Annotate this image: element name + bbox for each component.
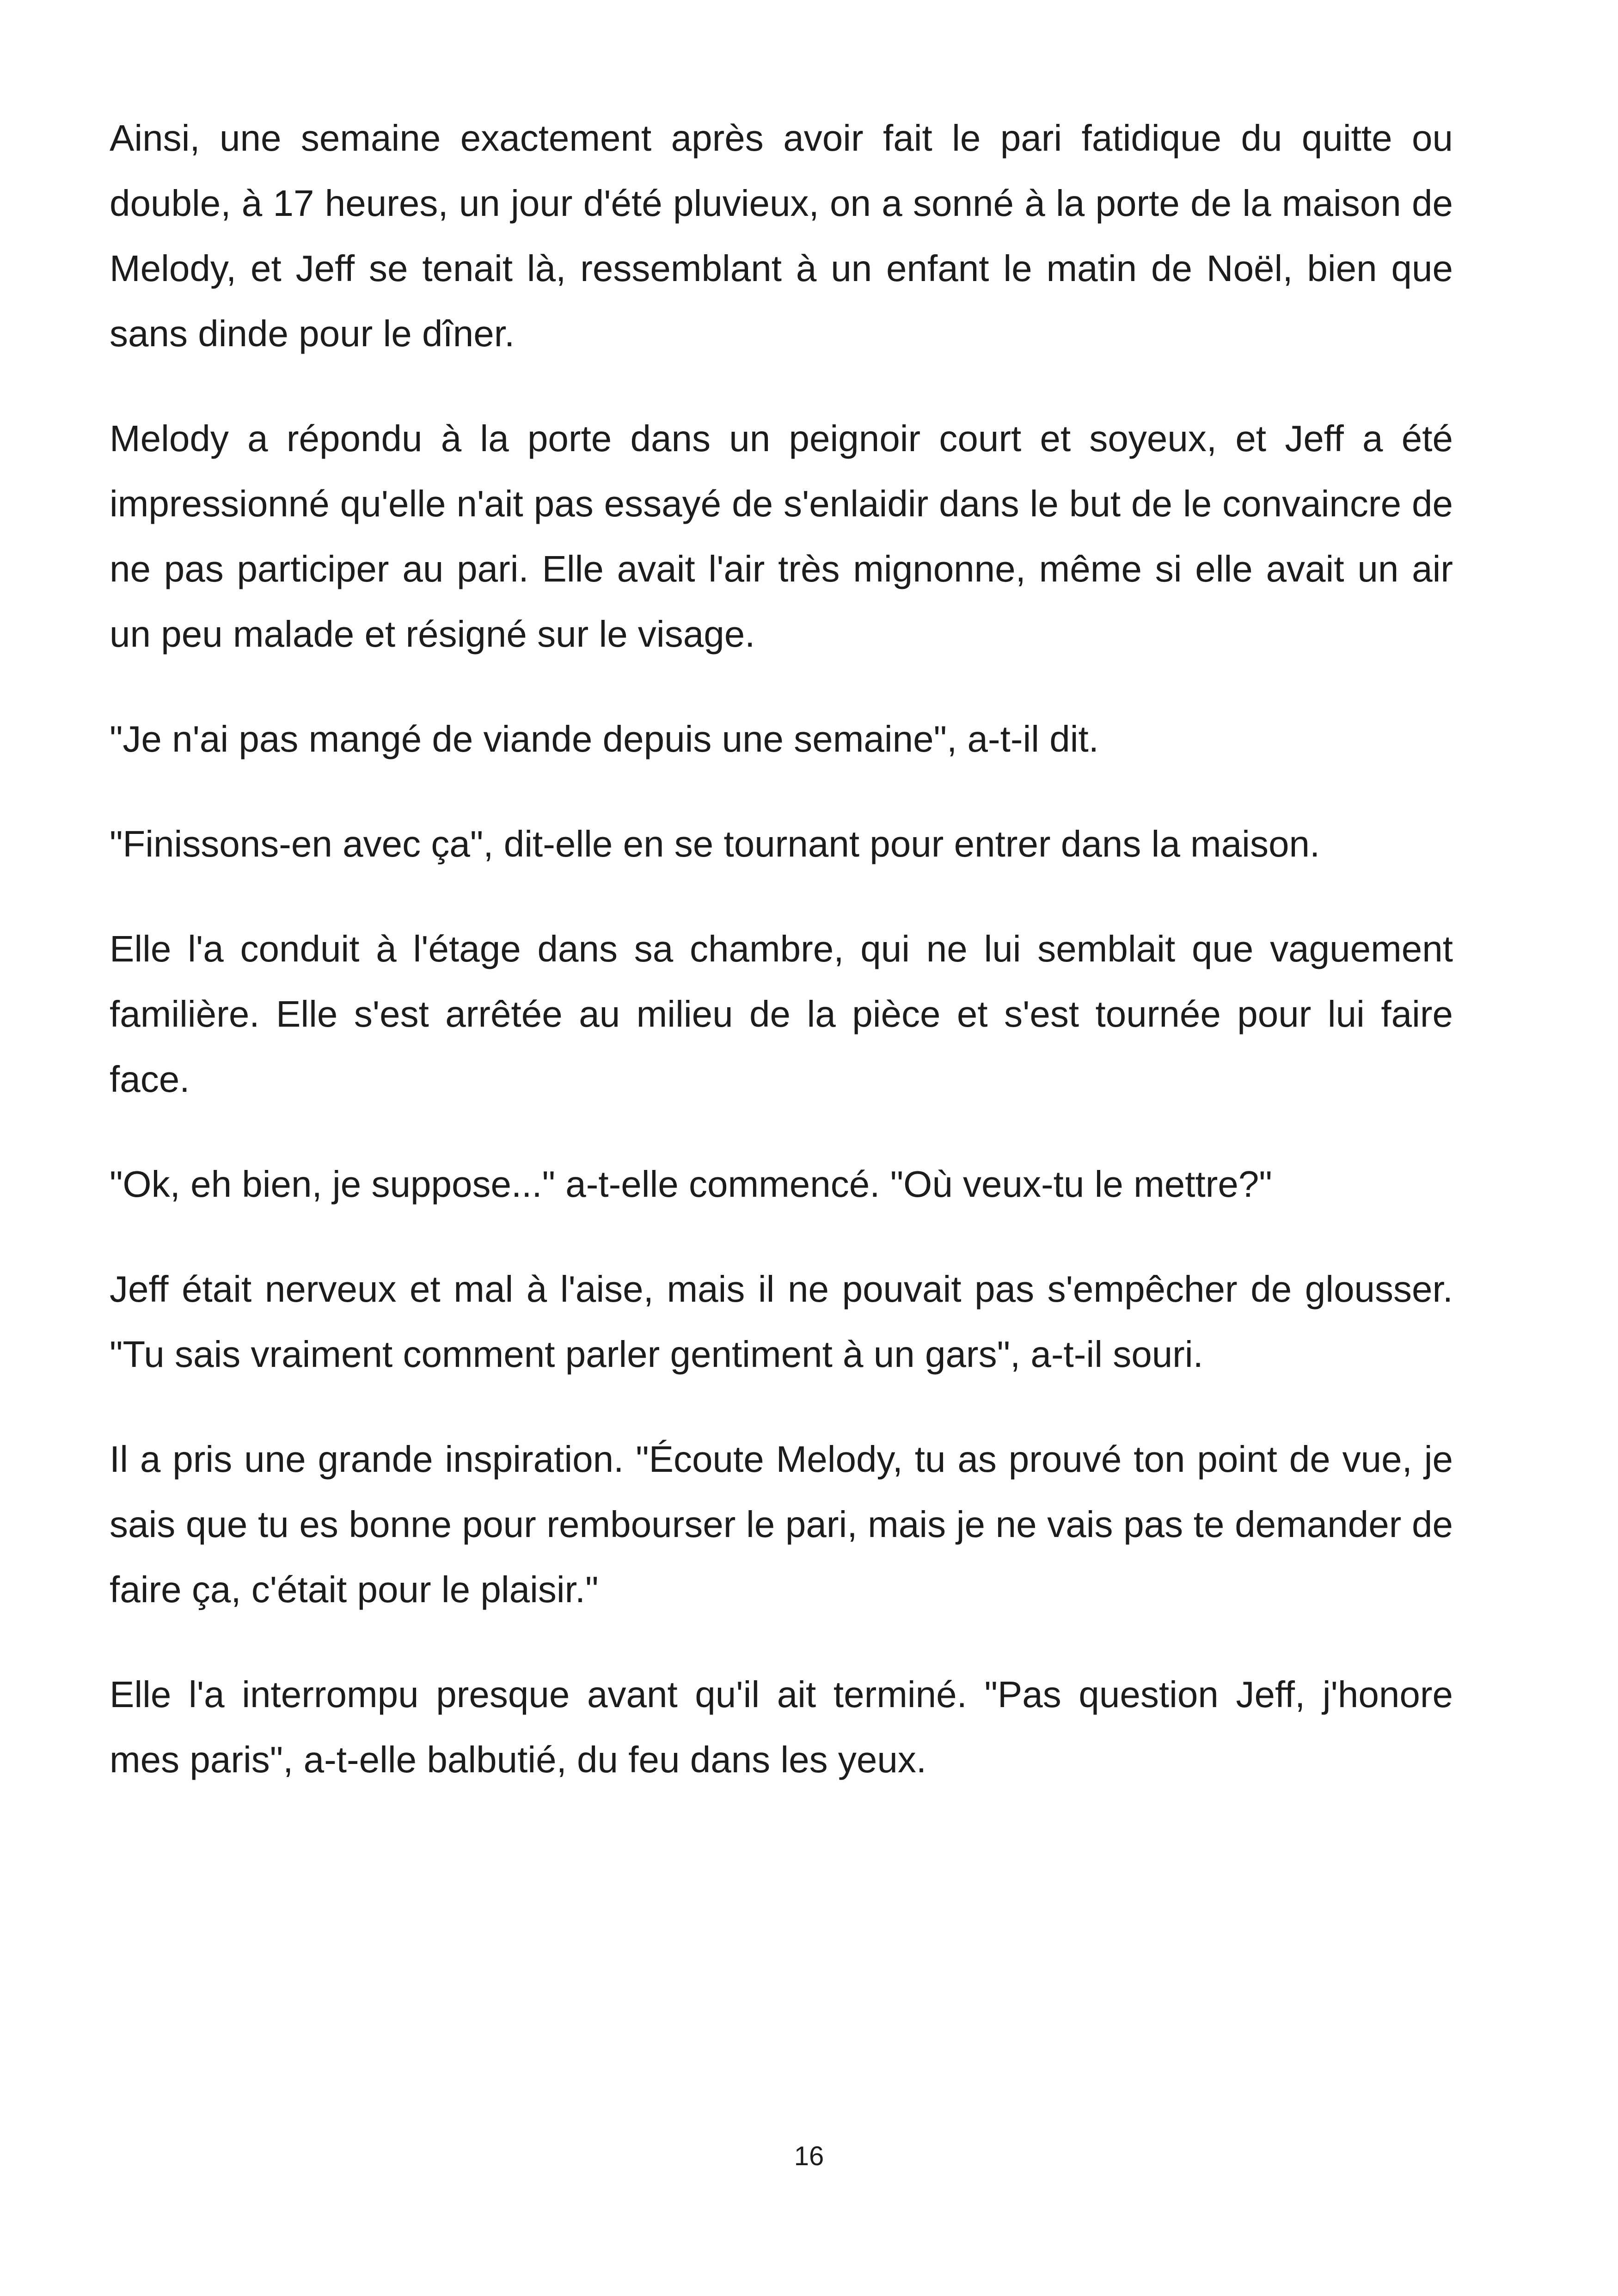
- paragraph: Jeff était nerveux et mal à l'aise, mais il ne pouvait pas s'empêcher de glousser. "Tu sais vraiment comment parler gentiment à un gars", a-t-il souri.: [110, 1268, 1453, 1375]
- body-text: [110, 105, 1453, 1832]
- paragraph: Melody a répondu à la porte dans un peignoir court et soyeux, et Jeff a été impressionné qu'elle n'ait pas essayé de s'enlaidir dans le but de le convaincre de ne pas participer au pari. Elle avait l'air très mignonne, même si elle avait un air un peu malade et résigné sur le visage.: [110, 418, 1453, 655]
- paragraph: Il a pris une grande inspiration. "Écoute Melody, tu as prouvé ton point de vue, je sais que tu es bonne pour rembourser le pari, mais je ne vais pas te demander de faire ça, c'était pour le plaisir.": [110, 1439, 1453, 1610]
- paragraph: "Je n'ai pas mangé de viande depuis une semaine", a-t-il dit.: [110, 718, 1099, 759]
- page-number: 16: [794, 2141, 824, 2171]
- paragraph: Elle l'a interrompu presque avant qu'il ait terminé. "Pas question Jeff, j'honore mes paris", a-t-elle balbutié, du feu dans les yeux.: [110, 1674, 1453, 1780]
- paragraph: "Finissons-en avec ça", dit-elle en se tournant pour entrer dans la maison.: [110, 823, 1320, 864]
- paragraph: Ainsi, une semaine exactement après avoir fait le pari fatidique du quitte ou double, à 17 heures, un jour d'été pluvieux, on a sonné à la porte de la maison de Melody, et Jeff se tenait là, ressemblant à un enfant le matin de Noël, bien que sans dinde pour le dîner.: [110, 117, 1453, 354]
- paragraph: "Ok, eh bien, je suppose..." a-t-elle commencé. "Où veux-tu le mettre?": [110, 1163, 1272, 1205]
- paragraph: Elle l'a conduit à l'étage dans sa chambre, qui ne lui semblait que vaguement familière. Elle s'est arrêtée au milieu de la pièce et s'est tournée pour lui faire face.: [110, 928, 1453, 1100]
